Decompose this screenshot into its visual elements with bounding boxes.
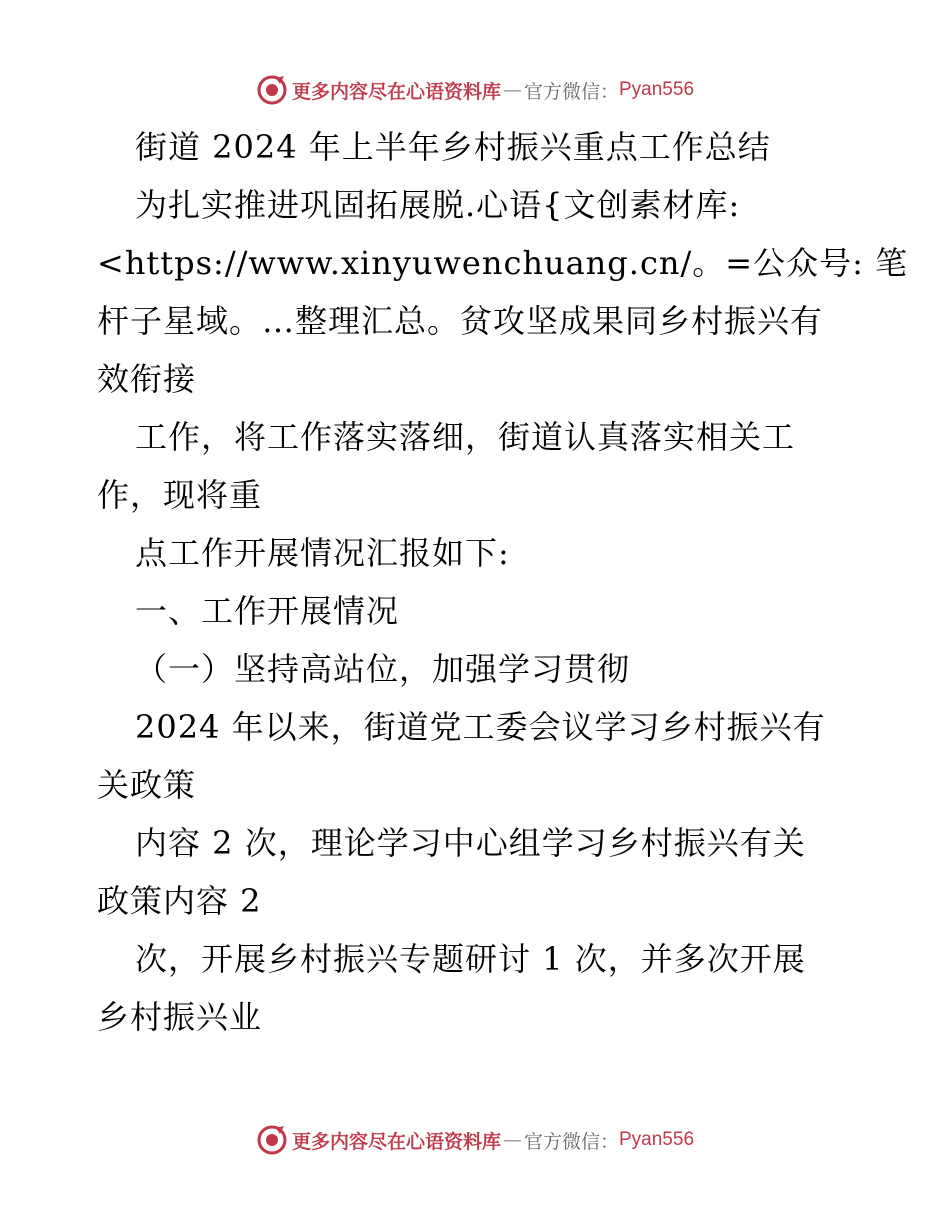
document-line: 一、工作开展情况: [135, 592, 400, 630]
banner-dash: —: [502, 79, 522, 101]
document-line: 作，现将重: [97, 476, 263, 514]
header-banner: [0, 70, 950, 110]
document-line: 次，开展乡村振兴专题研讨 1 次，并多次开展: [135, 940, 806, 978]
banner-main-text: 更多内容尽在心语资料库: [291, 80, 501, 103]
footer-banner: [0, 1120, 950, 1160]
brush-logo-icon: [256, 1124, 288, 1156]
document-line: 乡村振兴业: [97, 998, 263, 1036]
document-line: <https://www.xinyuwenchuang.cn/。=公众号: 笔: [97, 244, 909, 282]
document-line: 政策内容 2: [97, 882, 262, 920]
document-line: 工作，将工作落实落细，街道认真落实相关工: [135, 418, 796, 456]
document-line: 内容 2 次，理论学习中心组学习乡村振兴有关: [135, 824, 806, 862]
banner-wechat-label: 官方微信：: [523, 1130, 619, 1153]
banner-wechat-id: Pyan556: [619, 1129, 695, 1150]
brush-logo-icon: [256, 74, 288, 106]
document-line: 关政策: [97, 766, 197, 804]
banner-wechat-label: 官方微信：: [523, 80, 619, 103]
document-line: （一）坚持高站位，加强学习贯彻: [135, 650, 631, 688]
document-line: 杆子星域。…整理汇总。贫攻坚成果同乡村振兴有: [97, 302, 824, 340]
document-line: 2024 年以来，街道党工委会议学习乡村振兴有: [135, 708, 826, 746]
banner-main-text: 更多内容尽在心语资料库: [291, 1130, 501, 1153]
document-line: 效衔接: [97, 360, 197, 398]
document-body: [97, 118, 909, 1046]
document-line: 点工作开展情况汇报如下:: [135, 534, 510, 572]
document-line: 街道 2024 年上半年乡村振兴重点工作总结: [135, 128, 771, 166]
document-line: 为扎实推进巩固拓展脱.心语{文创素材库:: [135, 186, 741, 224]
banner-dash: —: [502, 1129, 522, 1151]
banner-wechat-id: Pyan556: [619, 79, 695, 100]
